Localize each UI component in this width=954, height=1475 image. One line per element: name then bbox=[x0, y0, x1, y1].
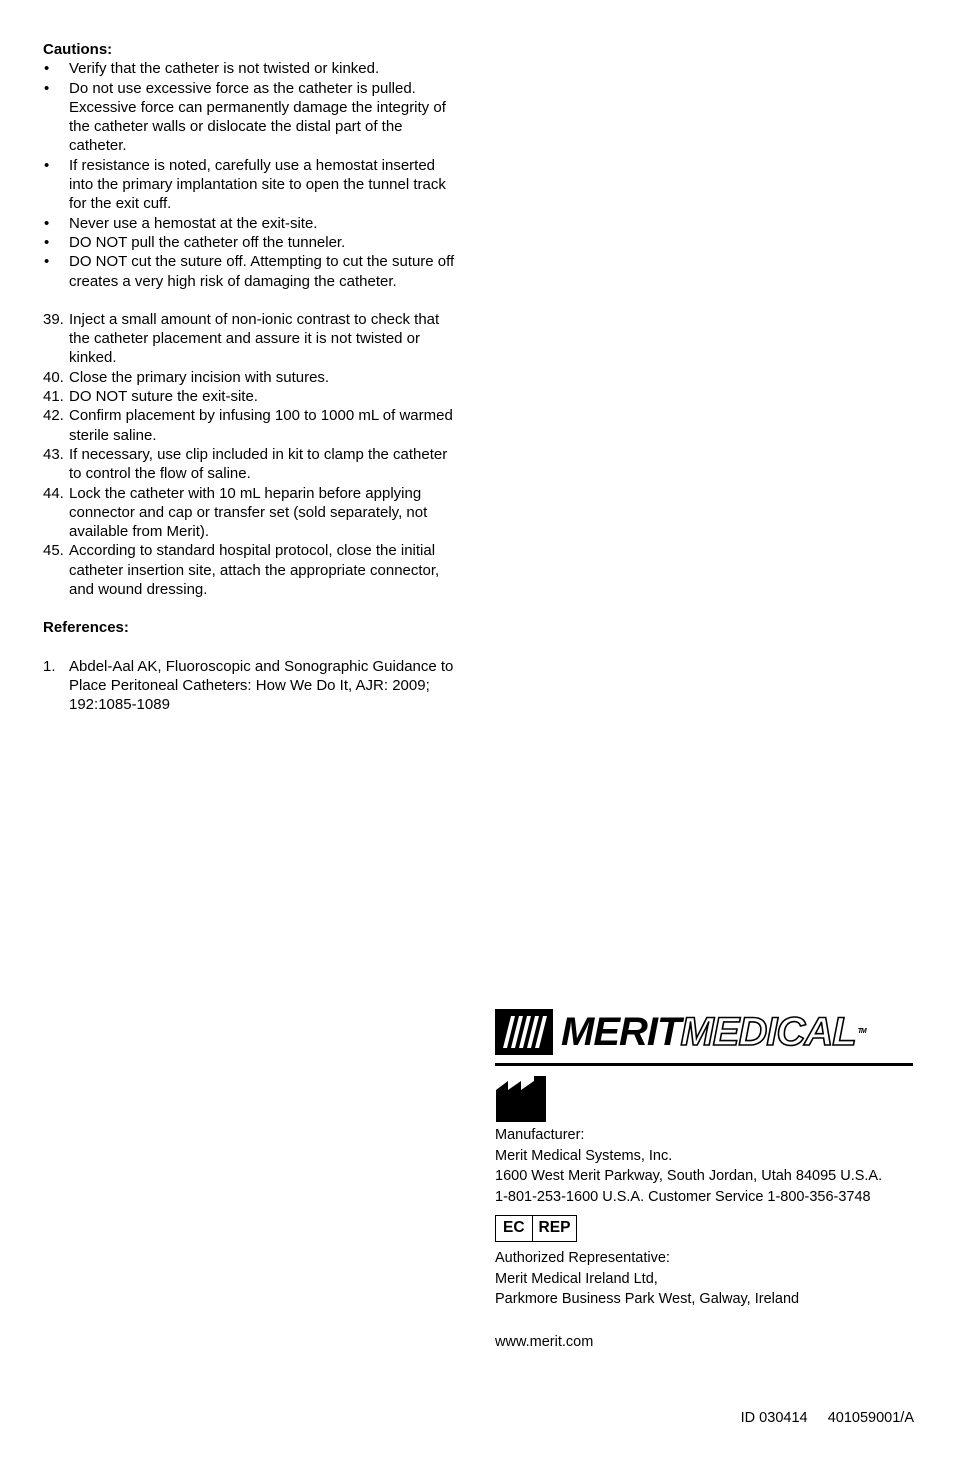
reference-number: 1. bbox=[43, 657, 56, 675]
step-number: 45. bbox=[43, 542, 64, 560]
step-number: 40. bbox=[43, 368, 64, 386]
step-text: DO NOT suture the exit-site. bbox=[69, 388, 258, 406]
logo-wordmark bbox=[561, 1009, 866, 1055]
step-item bbox=[43, 387, 463, 406]
logo-word-medical: MEDICAL bbox=[680, 1010, 856, 1054]
caution-text: If resistance is noted, carefully use a hemostat inserted into the primary implantation site to open the tunnel track for the exit cuff. bbox=[69, 156, 446, 213]
document-id: ID 030414 401059001/A bbox=[740, 1410, 914, 1426]
step-item bbox=[43, 445, 463, 484]
instructions-column bbox=[43, 40, 463, 715]
step-text: Lock the catheter with 10 mL heparin before applying connector and cap or transfer set (sold separately, not available from Merit). bbox=[69, 484, 428, 541]
step-text: According to standard hospital protocol, close the initial catheter insertion site, attach the appropriate connector, and wound dressing. bbox=[69, 542, 440, 599]
bullet-marker: • bbox=[44, 79, 50, 97]
rep-label: REP bbox=[538, 1219, 571, 1236]
step-number: 44. bbox=[43, 484, 64, 502]
website-link[interactable]: www.merit.com bbox=[495, 1334, 594, 1350]
ec-label: EC bbox=[496, 1216, 533, 1241]
bullet-marker: • bbox=[44, 156, 50, 174]
step-item bbox=[43, 368, 463, 387]
step-text: Inject a small amount of non-ionic contrast to check that the catheter placement and assure it is not twisted or kinked. bbox=[69, 310, 440, 367]
step-item bbox=[43, 406, 463, 445]
caution-item bbox=[43, 79, 463, 156]
caution-item bbox=[43, 252, 463, 291]
manufacturer-name: Merit Medical Systems, Inc. bbox=[495, 1147, 673, 1164]
references-list bbox=[43, 657, 463, 715]
manufacturer-address: 1600 West Merit Parkway, South Jordan, Utah 84095 U.S.A. bbox=[495, 1168, 883, 1185]
manufacturer-phone: 1-801-253-1600 U.S.A. Customer Service 1-800-356-3748 bbox=[495, 1189, 871, 1206]
step-item bbox=[43, 484, 463, 542]
authorized-rep-name: Merit Medical Ireland Ltd, bbox=[495, 1270, 658, 1287]
caution-item bbox=[43, 214, 463, 233]
references-heading: References: bbox=[43, 619, 129, 637]
reference-item bbox=[43, 657, 463, 715]
authorized-rep-info bbox=[495, 1248, 925, 1310]
caution-text: Do not use excessive force as the catheter is pulled. Excessive force can permanently damage the integrity of the catheter walls or dislocate the distal part of the catheter. bbox=[69, 79, 446, 155]
caution-text: DO NOT pull the catheter off the tunneler. bbox=[69, 233, 346, 251]
steps-list bbox=[43, 310, 463, 599]
manufacturer-info bbox=[495, 1125, 925, 1208]
manufacturer-label: Manufacturer: bbox=[495, 1127, 585, 1143]
step-text: If necessary, use clip included in kit to clamp the catheter to control the flow of saline. bbox=[69, 445, 448, 483]
caution-item bbox=[43, 59, 463, 78]
step-number: 41. bbox=[43, 388, 64, 406]
caution-item bbox=[43, 233, 463, 252]
step-number: 39. bbox=[43, 310, 64, 328]
caution-text: Never use a hemostat at the exit-site. bbox=[69, 214, 318, 232]
step-number: 42. bbox=[43, 407, 64, 425]
caution-text: DO NOT cut the suture off. Attempting to cut the suture off creates a very high risk of damaging the catheter. bbox=[69, 253, 455, 290]
bullet-marker: • bbox=[44, 60, 50, 78]
ec-rep-symbol bbox=[495, 1215, 577, 1242]
step-text: Confirm placement by infusing 100 to 1000 mL of warmed sterile saline. bbox=[69, 407, 453, 444]
bullet-marker: • bbox=[44, 253, 50, 271]
bullet-marker: • bbox=[44, 233, 50, 251]
caution-item bbox=[43, 156, 463, 214]
step-text: Close the primary incision with sutures. bbox=[69, 368, 330, 386]
merit-logo-mark-icon bbox=[495, 1009, 553, 1055]
reference-text: Abdel-Aal AK, Fluoroscopic and Sonographic Guidance to Place Peritoneal Catheters: How We Do It, AJR: 2009; 192:1085-1089 bbox=[69, 657, 454, 714]
logo-word-merit: MERIT bbox=[561, 1010, 681, 1054]
trademark-symbol: TM bbox=[857, 1028, 866, 1035]
step-item bbox=[43, 310, 463, 368]
step-number: 43. bbox=[43, 445, 64, 463]
manufacturer-icon bbox=[496, 1076, 548, 1127]
bullet-marker: • bbox=[44, 214, 50, 232]
caution-text: Verify that the catheter is not twisted or kinked. bbox=[69, 60, 380, 78]
step-item bbox=[43, 541, 463, 599]
logo-divider bbox=[495, 1063, 913, 1066]
cautions-list bbox=[43, 59, 463, 291]
merit-medical-logo bbox=[495, 1008, 913, 1056]
authorized-rep-address: Parkmore Business Park West, Galway, Ireland bbox=[495, 1291, 800, 1308]
authorized-rep-label: Authorized Representative: bbox=[495, 1250, 670, 1266]
cautions-heading: Cautions: bbox=[43, 41, 113, 58]
